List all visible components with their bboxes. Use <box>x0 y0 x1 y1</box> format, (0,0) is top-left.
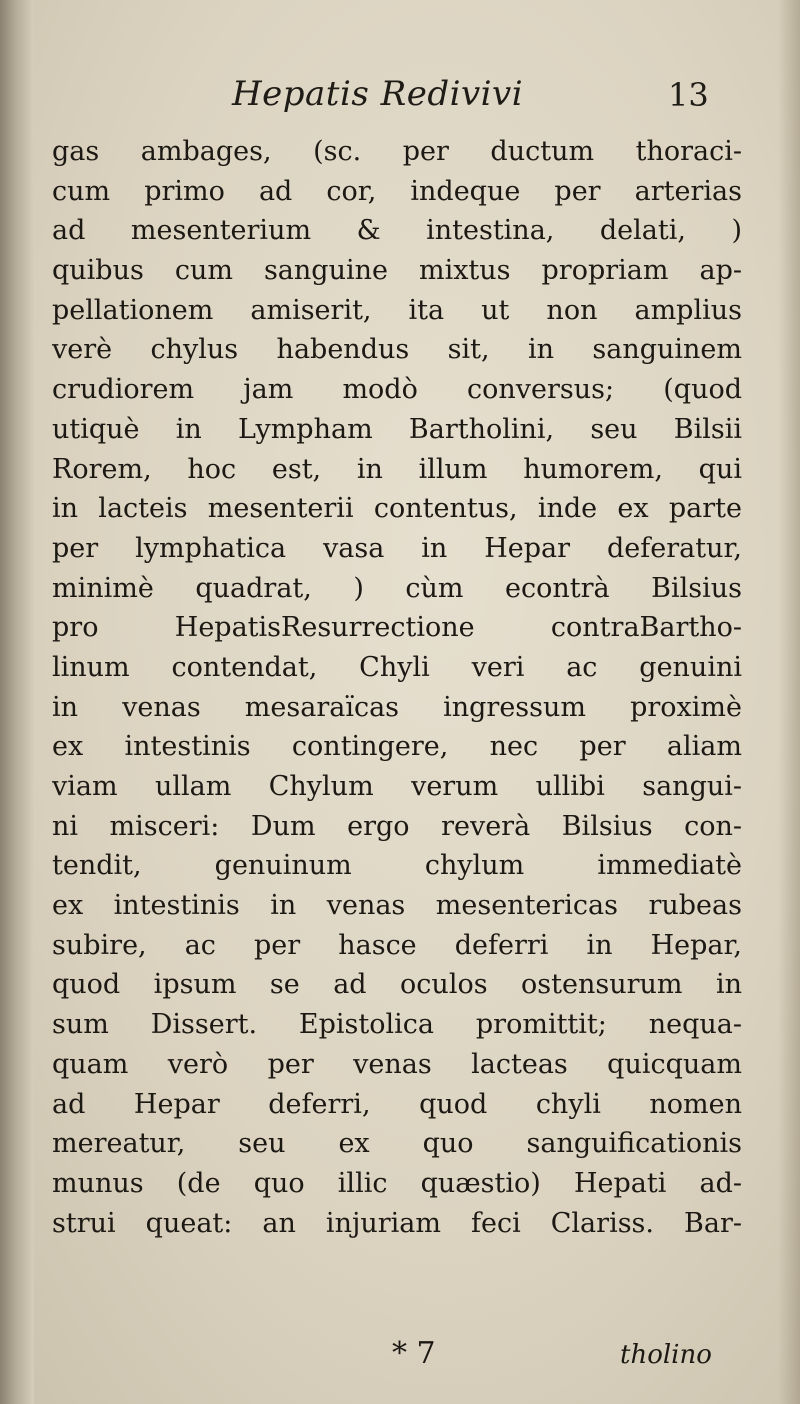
text-line: gas ambages, (sc. per ductum thoraci- <box>52 136 742 167</box>
text-line: in venas mesaraïcas ingressum proximè <box>52 691 742 723</box>
text-line: verè chylus habendus sit, in sanguinem <box>52 334 742 366</box>
text-line: ex intestinis in venas mesentericas rubeas <box>52 890 742 922</box>
text-line: pellationem amiserit, ita ut non amplius <box>52 294 742 326</box>
text-line: quam verò per venas lacteas quicquam <box>52 1048 742 1080</box>
text-line: ni misceri: Dum ergo reverà Bilsius con- <box>52 810 742 842</box>
text-line: strui queat: an injuriam feci Clariss. Bar- <box>52 1207 742 1239</box>
page-number: 13 <box>668 76 709 114</box>
text-line: minimè quadrat, ) cùm econtrà Bilsius <box>52 572 742 604</box>
page-header <box>0 66 800 126</box>
text-line: utiquè in Lympham Bartholini, seu Bilsii <box>52 413 742 445</box>
running-title: Hepatis Redivivi <box>232 74 524 114</box>
text-line: per lymphatica vasa in Hepar deferatur, <box>52 532 742 564</box>
text-line: ad mesenterium & intestina, delati, ) <box>52 215 742 247</box>
text-line: crudiorem jam modò conversus; (quod <box>52 374 742 406</box>
text-line: cum primo ad cor, indeque per arterias <box>52 175 742 207</box>
page-edge-shadow <box>778 0 800 1404</box>
text-line: sum Dissert. Epistolica promittit; nequa- <box>52 1009 742 1041</box>
text-line: pro HepatisResurrectione contraBartho- <box>52 612 742 644</box>
text-line: linum contendat, Chyli veri ac genuini <box>52 651 742 683</box>
text-line: ex intestinis contingere, nec per aliam <box>52 731 742 763</box>
text-line: mereatur, seu ex quo sanguificationis <box>52 1128 742 1160</box>
catchword: tholino <box>620 1340 712 1370</box>
text-line: in lacteis mesenterii contentus, inde ex parte <box>52 493 742 525</box>
binding-gutter <box>0 0 34 1404</box>
text-line: munus (de quo illic quæstio) Hepati ad- <box>52 1167 742 1199</box>
text-line: subire, ac per hasce deferri in Hepar, <box>52 929 742 961</box>
text-line: ad Hepar deferri, quod chyli nomen <box>52 1088 742 1120</box>
text-line: quibus cum sanguine mixtus propriam ap- <box>52 255 742 287</box>
text-line: quod ipsum se ad oculos ostensurum in <box>52 969 742 1001</box>
body-text <box>52 132 742 1243</box>
text-line: Rorem, hoc est, in illum humorem, qui <box>52 453 742 485</box>
text-line: tendit, genuinum chylum immediatè <box>52 850 742 882</box>
text-line: viam ullam Chylum verum ullibi sangui- <box>52 771 742 802</box>
page-footer <box>0 1336 800 1386</box>
signature-mark: * 7 <box>392 1336 436 1371</box>
